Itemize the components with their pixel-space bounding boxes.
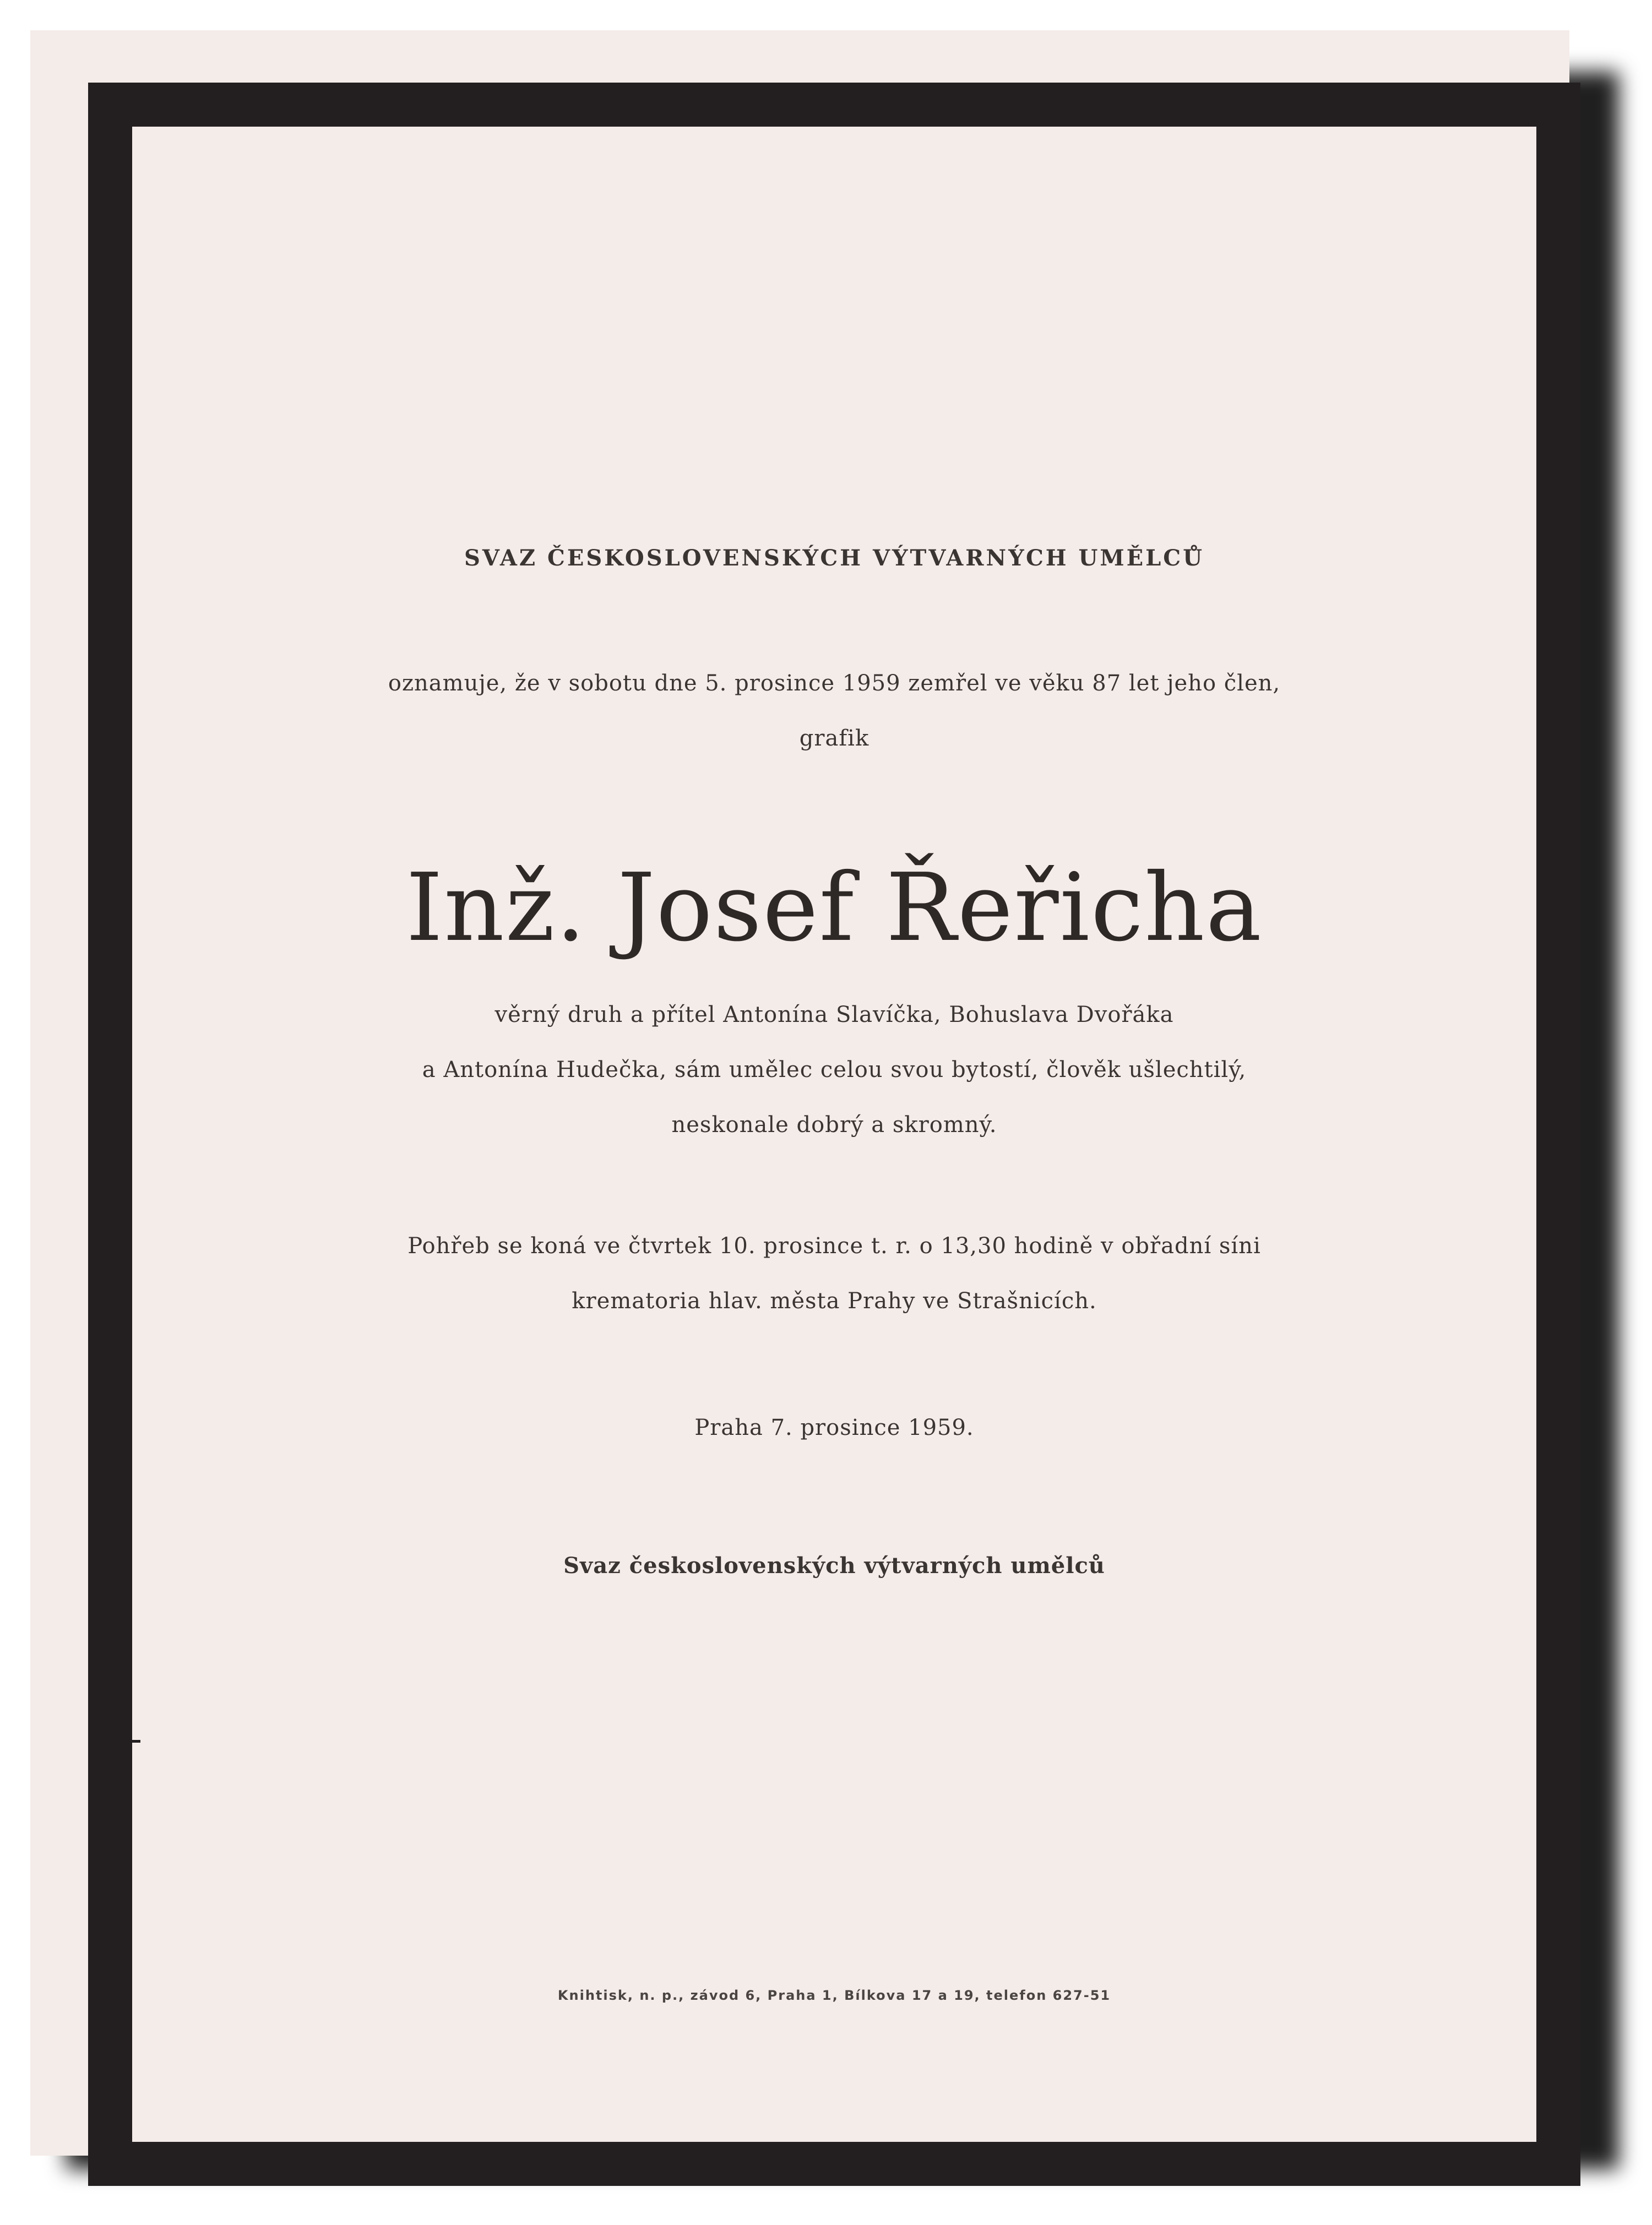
funeral-line-1: Pohřeb se koná ve čtvrtek 10. prosince t. r. o 13,30 hodině v obřadní síni bbox=[407, 1233, 1261, 1259]
place-date: Praha 7. prosince 1959. bbox=[694, 1415, 974, 1440]
organization-header: SVAZ ČESKOSLOVENSKÝCH VÝTVARNÝCH UMĚLCŮ bbox=[464, 545, 1204, 571]
description-line-3: neskonale dobrý a skromný. bbox=[671, 1112, 997, 1138]
notice-content bbox=[132, 127, 1536, 2142]
announcement-line-2: grafik bbox=[799, 726, 870, 751]
funeral-line-2: krematoria hlav. města Prahy ve Strašnicích. bbox=[572, 1288, 1097, 1314]
signature: Svaz československých výtvarných umělců bbox=[563, 1553, 1105, 1579]
description-line-1: věrný druh a přítel Antonína Slavíčka, Bohuslava Dvořáka bbox=[494, 1002, 1174, 1027]
deceased-name: Inž. Josef Řeřicha bbox=[406, 853, 1263, 962]
printer-imprint: Knihtisk, n. p., závod 6, Praha 1, Bílkova 17 a 19, telefon 627-51 bbox=[557, 1988, 1111, 2003]
announcement-line-1: oznamuje, že v sobotu dne 5. prosince 1959 zemřel ve věku 87 let jeho člen, bbox=[388, 671, 1281, 696]
description-line-2: a Antonína Hudečka, sám umělec celou svou bytostí, člověk ušlechtilý, bbox=[422, 1057, 1247, 1082]
